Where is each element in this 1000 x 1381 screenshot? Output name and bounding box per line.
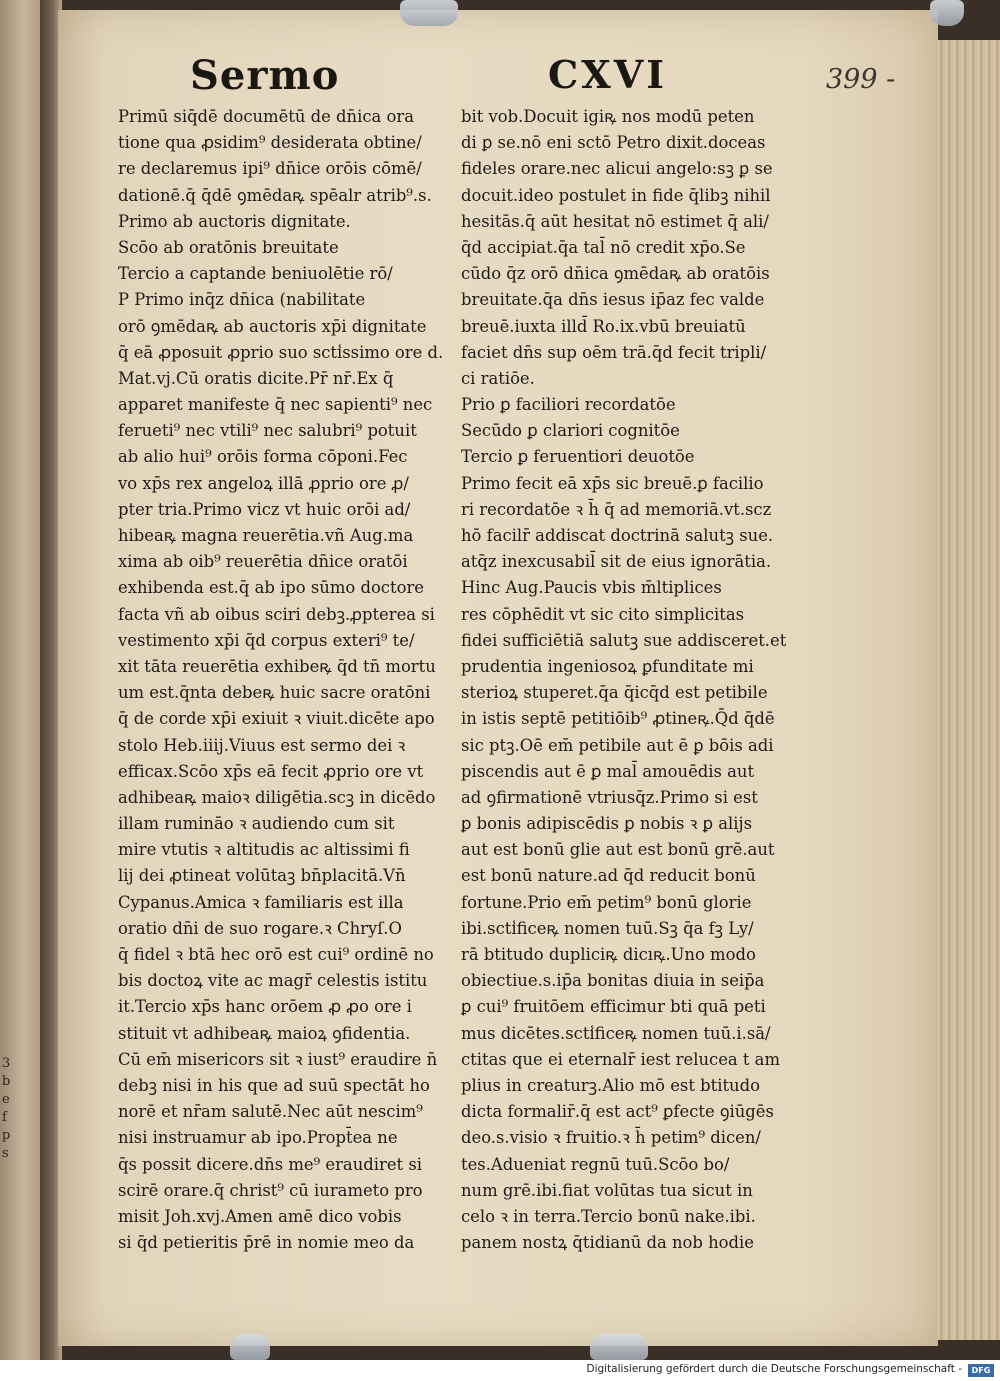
text-line: scirē orare.q̄ christ⁹ cū iurameto pro xyxy=(118,1180,423,1200)
text-line: apparet manifeste q̄ nec sapienti⁹ nec xyxy=(118,395,433,415)
text-line: q̄ fidel ꝛ btā hec orō est cui⁹ ordinē no xyxy=(118,945,434,964)
text-line: est bonū nature.ad q̄d reducit bonū xyxy=(461,866,756,886)
text-line: re declaremus ipi⁹ dn̄ice orōis cōmē/ xyxy=(118,159,422,179)
text-line: bit vob.Docuit igiꝶ nos modū peten xyxy=(461,107,755,126)
text-line: fideles orare.nec alicui angelo:sꝫ ꝑ se xyxy=(461,159,773,179)
text-line: tione qua ꝓsidim⁹ desiderata obtine/ xyxy=(118,133,422,153)
text-line: hō facilr̄ addiscat doctrinā salutꝫ sue. xyxy=(461,526,774,545)
text-line: deo.s.visio ꝛ fruitio.ꝛ h̄ petim⁹ dicen/ xyxy=(461,1128,761,1148)
text-line: tes.Adueniat regnū tuū.Scōo bo/ xyxy=(461,1154,730,1174)
top-clamp-icon xyxy=(400,0,458,26)
left-margin-marks xyxy=(2,1055,10,1163)
text-line: Cū em̄ misericors sit ꝛ iust⁹ eraudire n̄ xyxy=(118,1049,438,1069)
text-line: breuē.iuxta illd̄ Ro.ix.vbū breuiatū xyxy=(461,316,746,336)
text-line: mire vtutis ꝛ altitudis ac altissimi fi xyxy=(118,840,410,860)
text-line: P Primo inq̄z dn̄ica (nabilitate xyxy=(118,290,366,310)
text-line: Cypanus.Amica ꝛ familiaris est illa xyxy=(118,892,404,912)
text-line: pter tria.Primo vicz vt huic orōi ad/ xyxy=(118,499,411,519)
text-line: docuit.ideo postulet in fide q̄libꝫ nihil xyxy=(461,185,771,205)
running-head-title: Sermo xyxy=(190,52,340,99)
text-line: Secūdo ꝑ clariori cognitōe xyxy=(461,421,680,441)
text-line: Primo ab auctoris dignitate. xyxy=(118,211,351,231)
text-line: ibi.scti̾ficeꝶ nomen tuū.Sꝫ q̄a fꝫ Ly/ xyxy=(461,918,754,938)
margin-mark: 3 xyxy=(2,1056,11,1071)
text-line: Tercio ꝑ feruentiori deuotōe xyxy=(461,447,695,467)
margin-mark: s xyxy=(2,1146,9,1161)
text-line: q̄ eā ꝓposuit ꝓprio suo scti̾ssimo ore d. xyxy=(118,342,444,362)
text-line: vo xp̄s rex angeloꝝ illā ꝓprio ore ꝓ/ xyxy=(118,473,409,493)
text-line: Mat.vj.Cū oratis dicite.Pr̄ nr̄.Ex q̄ xyxy=(118,368,394,388)
right-text-column xyxy=(461,104,797,1256)
text-line: hibeaꝶ magna reuerētia.vñ Aug.ma xyxy=(118,526,414,545)
left-text-column xyxy=(118,104,454,1256)
text-line: efficax.Scōo xp̄s eā fecit ꝓprio ore vt xyxy=(118,761,424,781)
text-line: rā btitudo dupliciꝶ dicıꝶ.Uno modo xyxy=(461,945,756,964)
footer-credit: Digitalisierung gefördert durch die Deutsche Forschungsgemeinschaft - xyxy=(586,1363,962,1375)
text-line: fortune.Prio em̄ petim⁹ bonū glorie xyxy=(461,892,752,912)
margin-mark: e xyxy=(2,1092,10,1107)
text-line: breuitate.q̄a dn̄s iesus ip̄az fec valde xyxy=(461,290,765,310)
text-line: dicta formalir̄.q̄ est act⁹ ꝑfecte ꝯiūgēs xyxy=(461,1102,774,1122)
dfg-logo-icon: DFG xyxy=(968,1364,994,1377)
text-line: bis doctoꝝ vite ac magr̄ celestis istitu xyxy=(118,971,428,991)
text-line: Primū siq̄dē documētū de dn̄ica ora xyxy=(118,107,414,126)
text-line: ab alio hui⁹ orōis forma cōponi.Fec xyxy=(118,447,408,467)
text-line: orō ꝯmēdaꝶ ab auctoris xp̄i dignitate xyxy=(118,316,427,336)
text-line: sterioꝝ stuperet.q̄a q̄icq̄d est petibile xyxy=(461,683,768,703)
text-line: oratio dn̄i de suo rogare.ꝛ Chryſ.O xyxy=(118,918,402,938)
text-line: Prio ꝑ faciliori recordatōe xyxy=(461,395,676,415)
text-line: illam rumināo ꝛ audiendo cum sit xyxy=(118,814,395,834)
text-line: lij dei ꝓtineat volūtaꝫ bn̄placitā.Vn̄ xyxy=(118,866,406,886)
text-line: norē et nr̄am salutē.Nec aūt nescim⁹ xyxy=(118,1102,423,1122)
text-line: aut est bonū glie aut est bonū grē.aut xyxy=(461,840,775,860)
text-line: mus dicētes.scti̾ficeꝶ nomen tuū.i.sā/ xyxy=(461,1023,771,1043)
text-line: cūdo q̄z orō dn̄ica ꝯmēdaꝶ ab oratōis xyxy=(461,264,770,284)
text-line: q̄ de corde xp̄i exiuit ꝛ viuit.dicēte apo xyxy=(118,709,435,729)
folio-number: 399 - xyxy=(826,64,896,95)
text-line: Hinc Aug.Paucis vbis m̄ltiplices xyxy=(461,578,722,598)
text-line: atq̄z inexcusabil̄ sit de eius ignorātia. xyxy=(461,552,772,572)
text-line: misit Joh.xvj.Amen amē dico vobis xyxy=(118,1206,402,1226)
text-line: um est.q̄nta debeꝶ huic sacre oratōni xyxy=(118,683,431,703)
text-line: num grē.ibi.fiat volūtas tua sicut in xyxy=(461,1180,753,1200)
text-line: xit tāta reuerētia exhibeꝶ q̄d tn̄ mortu xyxy=(118,656,436,676)
text-line: ad ꝯfirmationē vtriusq̄z.Primo si est xyxy=(461,787,758,807)
text-line: obiectiue.s.ip̄a bonitas diuia in seip̄a xyxy=(461,971,765,991)
text-line: faciet dn̄s sup oēm trā.q̄d fecit tripli/ xyxy=(461,342,767,362)
digitization-footer xyxy=(0,1360,1000,1381)
top-right-clamp-icon xyxy=(930,0,964,26)
text-line: ctitas que ei eternalr̄ iest relucea t am xyxy=(461,1049,780,1069)
text-line: it.Tercio xp̄s hanc orōem ꝓ ꝓo ore i xyxy=(118,997,412,1017)
text-line: sic ptꝫ.Oē em̄ petibile aut ē ꝑ bōis adi xyxy=(461,735,774,755)
text-line: vestimento xp̄i q̄d corpus exteri⁹ te/ xyxy=(118,630,415,650)
text-line: ferueti⁹ nec vtili⁹ nec salubri⁹ potuit xyxy=(118,421,417,441)
text-line: panem nostꝝ q̄tidianū da nob hodie xyxy=(461,1233,754,1253)
text-line: ꝑ cui⁹ fruitōem efficimur bti quā peti xyxy=(461,997,766,1017)
text-line: dationē.q̄ q̄dē ꝯmēdaꝶ spēalr atrib⁹.s. xyxy=(118,185,432,205)
text-line: plius in creaturꝫ.Alio mō est btitudo xyxy=(461,1075,760,1095)
text-line: Tercio a captande beniuolētie rō/ xyxy=(118,264,393,284)
page-edges-stack xyxy=(936,40,1000,1340)
text-line: xima ab oib⁹ reuerētia dn̄ice oratōi xyxy=(118,552,408,572)
text-line: nisi instruamur ab ipo.Propt̄ea ne xyxy=(118,1128,398,1148)
text-line: ci ratiōe. xyxy=(461,368,535,388)
text-line: di ꝑ se.nō eni sctō Petro dixit.doceas xyxy=(461,133,766,153)
text-line: ri recordatōe ꝛ h̄ q̄ ad memoriā.vt.scz xyxy=(461,499,772,519)
text-line: hesitās.q̄ aūt hesitat nō estimet q̄ ali/ xyxy=(461,211,769,231)
text-line: q̄s possit dicere.dn̄s me⁹ eraudiret si xyxy=(118,1154,422,1174)
text-line: stituit vt adhibeaꝶ maioꝝ ꝯfidentia. xyxy=(118,1023,411,1043)
text-line: ꝑ bonis adipiscēdis ꝑ nobis ꝛ ꝑ alijs xyxy=(461,814,753,834)
text-line: exhibenda est.q̄ ab ipo sūmo doctore xyxy=(118,578,424,598)
text-line: Primo fecit eā xp̄s sic breuē.ꝑ facilio xyxy=(461,473,764,493)
text-line: res cōphēdit vt sic cito simplicitas xyxy=(461,604,745,624)
text-line: debꝫ nisi in his que ad suū spectāt ho xyxy=(118,1075,430,1095)
text-line: Scōo ab oratōnis breuitate xyxy=(118,237,339,257)
text-line: q̄d accipiat.q̄a tal̄ nō credit xp̄o.Se xyxy=(461,237,746,257)
bottom-clamp-icon xyxy=(590,1334,648,1360)
text-line: celo ꝛ in terra.Tercio bonū nake.ibi. xyxy=(461,1206,756,1226)
text-line: prudentia ingeniosoꝝ ꝑfunditate mi xyxy=(461,656,754,676)
sermon-number: CXVI xyxy=(548,52,667,97)
text-line: in istis septē petitiōib⁹ ꝓtineꝶ.Q̄d q̄dē xyxy=(461,709,775,729)
margin-mark: f xyxy=(2,1110,7,1125)
text-line: stolo Heb.iiij.Viuus est sermo dei ꝛ xyxy=(118,735,406,755)
margin-mark: p xyxy=(2,1128,11,1143)
margin-mark: b xyxy=(2,1074,11,1089)
text-line: facta vñ ab oibus sciri debꝫ.ꝓpterea si xyxy=(118,604,435,624)
text-line: piscendis aut ē ꝑ mal̄ amouēdis aut xyxy=(461,761,755,781)
text-line: si q̄d petieritis p̄rē in nomie meo da xyxy=(118,1233,415,1253)
bottom-left-clamp-icon xyxy=(230,1334,270,1360)
text-line: adhibeaꝶ maioꝛ diligētia.scꝫ in dicēdo xyxy=(118,787,436,807)
text-line: fidei sufficiētiā salutꝫ sue addisceret.et xyxy=(461,630,787,650)
